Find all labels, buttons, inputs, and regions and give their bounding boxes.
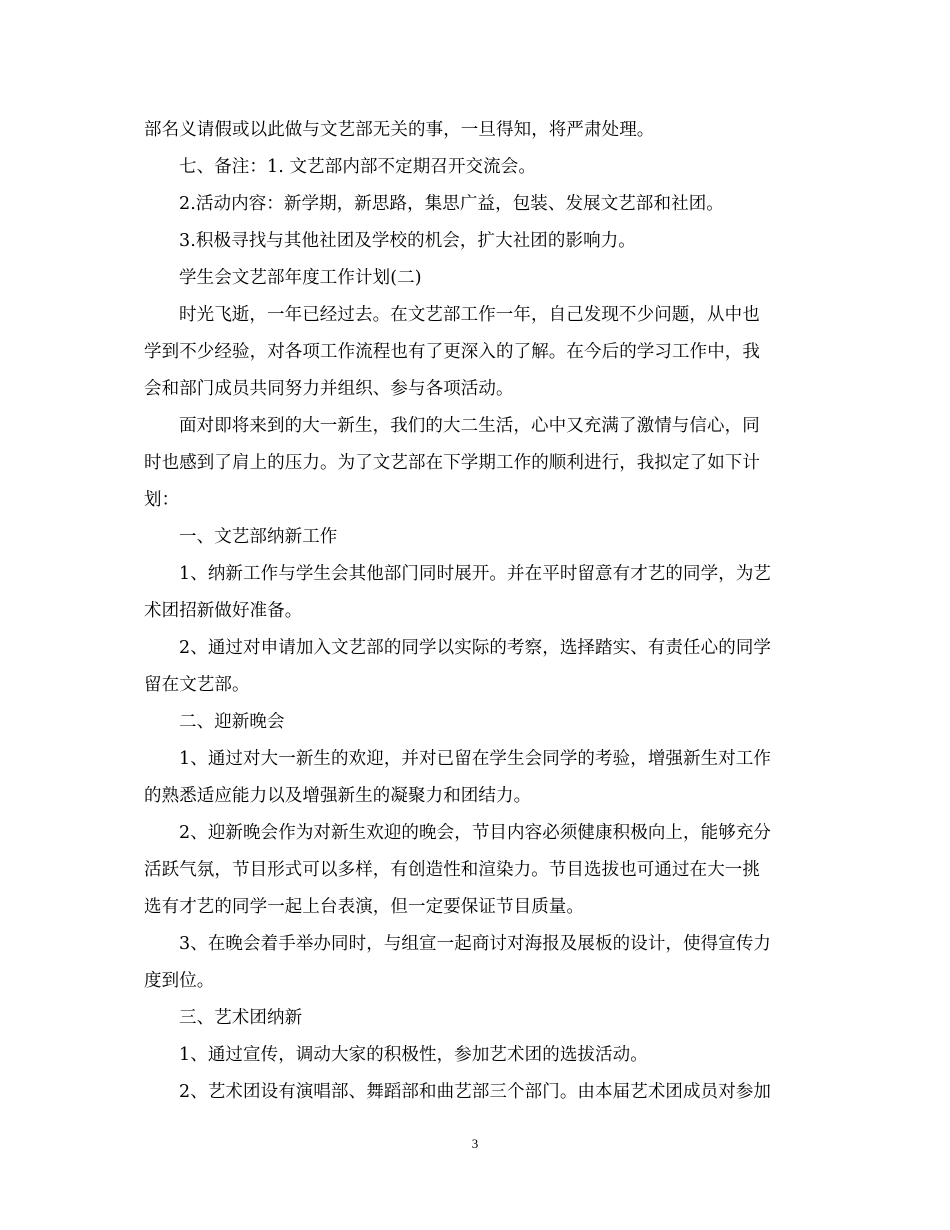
- page-number: 3: [471, 1136, 479, 1151]
- text-line: 2、迎新晚会作为对新生欢迎的晚会，节目内容必须健康积极向上，能够充分: [179, 823, 772, 843]
- section-heading: 一、文艺部纳新工作: [179, 527, 338, 547]
- text-line: 2.活动内容：新学期，新思路，集思广益，包装、发展文艺部和社团。: [179, 194, 724, 214]
- text-line: 2、艺术团设有演唱部、舞蹈部和曲艺部三个部门。由本届艺术团成员对参加: [179, 1082, 772, 1102]
- text-line: 2、通过对申请加入文艺部的同学以实际的考察，选择踏实、有责任心的同学: [179, 638, 772, 658]
- document-body: [144, 112, 808, 1111]
- text-line: 时也感到了肩上的压力。为了文艺部在下学期工作的顺利进行，我拟定了如下计: [144, 453, 760, 473]
- text-line: 度到位。: [144, 971, 215, 991]
- text-line: 3.积极寻找与其他社团及学校的机会，扩大社团的影响力。: [179, 231, 636, 251]
- text-line: 活跃气氛，节目形式可以多样，有创造性和渲染力。节目选拔也可通过在大一挑: [144, 860, 760, 880]
- text-line: 学到不少经验，对各项工作流程也有了更深入的了解。在今后的学习工作中，我: [144, 342, 760, 362]
- text-line: 术团招新做好准备。: [144, 601, 303, 621]
- text-line: 的熟悉适应能力以及增强新生的凝聚力和团结力。: [144, 786, 532, 806]
- text-line: 面对即将来到的大一新生，我们的大二生活，心中又充满了激情与信心，同: [179, 416, 760, 436]
- section-heading: 学生会文艺部年度工作计划(二): [179, 268, 422, 288]
- text-line: 3、在晚会着手举办同时，与组宣一起商讨对海报及展板的设计，使得宣传力: [179, 934, 772, 954]
- text-line: 1、通过宣传，调动大家的积极性，参加艺术团的选拔活动。: [179, 1045, 648, 1065]
- text-line: 1、通过对大一新生的欢迎，并对已留在学生会同学的考验，增强新生对工作: [179, 749, 772, 769]
- text-line: 七、备注：1. 文艺部内部不定期召开交流会。: [179, 157, 536, 177]
- section-heading: 二、迎新晚会: [179, 712, 285, 732]
- text-line: 留在文艺部。: [144, 675, 250, 695]
- text-line: 时光飞逝，一年已经过去。在文艺部工作一年，自己发现不少问题，从中也: [179, 305, 760, 325]
- text-line: 选有才艺的同学一起上台表演，但一定要保证节目质量。: [144, 897, 584, 917]
- text-line: 会和部门成员共同努力并组织、参与各项活动。: [144, 379, 514, 399]
- text-line: 划：: [144, 490, 180, 510]
- section-heading: 三、艺术团纳新: [179, 1008, 303, 1028]
- text-line: 部名义请假或以此做与文艺部无关的事，一旦得知，将严肃处理。: [144, 120, 655, 140]
- text-line: 1、纳新工作与学生会其他部门同时展开。并在平时留意有才艺的同学，为艺: [179, 564, 772, 584]
